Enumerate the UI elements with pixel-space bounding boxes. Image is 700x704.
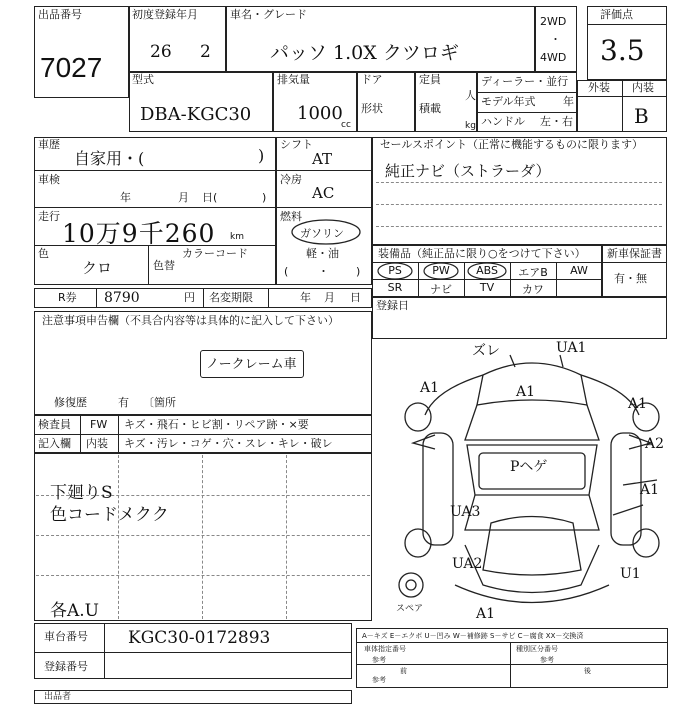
- mark-ua3: UA3: [450, 504, 481, 520]
- history-label: 車歴: [38, 138, 60, 151]
- equip-abs: ABS: [476, 264, 498, 277]
- ac-value: AC: [312, 184, 335, 202]
- mark-a1-bottom: A1: [476, 606, 496, 622]
- legend-codes: A－キズ E－エクボ U－凹み W－補修跡 S－サビ C－腐食 XX－交換済: [362, 632, 584, 640]
- wd-dot: ・: [550, 33, 561, 46]
- mark-ua1-top: UA1: [556, 340, 587, 356]
- shaken-day: 日(: [202, 191, 218, 204]
- model-grade-value: パッソ 1.0X クツロギ: [270, 42, 459, 64]
- mark-a1-left: A1: [420, 380, 440, 396]
- equip-navi: ナビ: [430, 283, 452, 296]
- shaken-close: ): [262, 191, 267, 204]
- deadline-label: 名変期限: [209, 291, 253, 304]
- displacement-label: 排気量: [277, 73, 310, 86]
- repair-label: 修復歴: [54, 396, 87, 409]
- registration-label: 登録番号: [44, 660, 88, 673]
- deadline-year: 年: [300, 291, 311, 304]
- interior-label: 内装: [632, 81, 654, 94]
- inspector-line-3: 各A.U: [50, 601, 100, 621]
- history-close: ): [258, 146, 265, 165]
- handle-label: ハンドル: [481, 115, 525, 128]
- legend-category-number: 種別区分番号: [516, 645, 558, 653]
- spare-label: スペア: [396, 604, 424, 614]
- warranty-label: 新車保証書: [607, 247, 662, 260]
- shaken-label: 車検: [38, 173, 60, 186]
- recycle-label: R券: [58, 291, 77, 304]
- legend-rear: 後: [584, 667, 591, 675]
- footer-box: [34, 690, 352, 704]
- lot-label: 出品番号: [38, 8, 82, 21]
- type-value: DBA-KGC30: [140, 104, 252, 125]
- legend-ref-1: 参考: [372, 656, 386, 664]
- load-label: 積載: [419, 102, 441, 115]
- handle-value: 左・右: [540, 115, 573, 128]
- warranty-value: 有・無: [614, 272, 647, 285]
- model-year-unit: 年: [563, 95, 574, 108]
- wd4-label: 4WD: [540, 51, 567, 64]
- fuel-paren-close: ): [356, 265, 361, 278]
- chassis-value: KGC30-0172893: [128, 628, 271, 648]
- wd2-label: 2WD: [540, 15, 567, 28]
- color-code-label: カラーコード: [182, 247, 248, 260]
- color-change-label: 色替: [153, 259, 175, 272]
- equipment-circles: [372, 262, 602, 282]
- first-reg-year: 26: [150, 42, 172, 62]
- exterior-label: 外装: [588, 81, 610, 94]
- rating-value: 3.5: [600, 34, 645, 67]
- shaken-year: 年: [120, 191, 131, 204]
- equip-leather: カワ: [522, 283, 544, 296]
- capacity-unit: 人: [465, 89, 476, 102]
- fw-text: キズ・飛石・ヒビ割・リペア跡・×要: [124, 418, 309, 431]
- door-label: ドア: [361, 73, 383, 86]
- type-label: 型式: [132, 73, 154, 86]
- model-year-label: モデル年式: [481, 95, 536, 108]
- recycle-yen: 円: [184, 291, 195, 304]
- mileage-value: 10万9千260: [62, 219, 216, 248]
- register-date-box: [372, 297, 667, 339]
- fuel-gasoline: ガソリン: [300, 227, 344, 240]
- legend-body-number: 車体指定番号: [364, 645, 406, 653]
- shape-label: 形状: [361, 102, 383, 115]
- interior-value: B: [634, 104, 649, 128]
- color-label: 色: [38, 247, 49, 260]
- equip-airbag: エアB: [518, 266, 548, 279]
- history-value: 自家用・(: [74, 149, 145, 168]
- inspection-label-1: 検査員: [38, 418, 71, 431]
- recycle-amount: 8790: [104, 290, 140, 306]
- mark-roof: Pヘゲ: [510, 459, 548, 475]
- km-unit: km: [230, 232, 244, 242]
- deadline-day: 日: [350, 291, 361, 304]
- fuel-paren-open: (: [284, 265, 289, 278]
- fuel-dot: ・: [318, 265, 329, 278]
- shift-label: シフト: [280, 138, 313, 151]
- rating-label: 評価点: [600, 8, 633, 21]
- selling-label: セールスポイント（正常に機能するものに限ります）: [380, 138, 644, 151]
- inspector-line-1: 下廻りS: [50, 483, 113, 503]
- ac-label: 冷房: [280, 173, 302, 186]
- inspector-line-2: 色コードメクク: [50, 505, 169, 525]
- equip-sr: SR: [387, 281, 403, 294]
- equip-pw: PW: [432, 264, 450, 277]
- gasoline-circle: [280, 218, 370, 248]
- mark-a1-center: A1: [516, 384, 536, 400]
- equip-tv: TV: [479, 281, 495, 294]
- shift-value: AT: [312, 150, 333, 168]
- equip-ps: PS: [388, 264, 402, 277]
- mark-a1-side: A1: [640, 482, 660, 498]
- load-unit: kg: [465, 121, 476, 131]
- fw-label: FW: [90, 418, 108, 431]
- selling-box: [372, 137, 667, 245]
- footer-partial: 出品者: [44, 692, 72, 702]
- shaken-month: 月: [178, 191, 189, 204]
- mark-ua2: UA2: [452, 556, 483, 572]
- color-value: クロ: [82, 259, 113, 277]
- no-claim-stamp-text: ノークレーム車: [206, 357, 297, 372]
- chassis-label: 車台番号: [44, 630, 88, 643]
- first-reg-label: 初度登録年月: [132, 8, 198, 21]
- inspection-interior-label: 内装: [86, 437, 108, 450]
- equip-aw: AW: [570, 264, 588, 277]
- notes-label: 注意事項申告欄（不具合内容等は具体的に記入して下さい）: [42, 314, 339, 327]
- capacity-label: 定員: [419, 73, 441, 86]
- legend-ref-2: 参考: [540, 656, 554, 664]
- mark-zure: ズレ: [472, 343, 500, 359]
- cc-unit: cc: [341, 120, 351, 130]
- mark-u1: U1: [620, 566, 641, 582]
- inspection-label-2: 記入欄: [38, 437, 71, 450]
- mark-a1-right-top: A1: [628, 396, 648, 412]
- first-reg-month: 2: [200, 42, 211, 62]
- equipment-label: 装備品（純正品に限り○をつけて下さい）: [378, 247, 586, 260]
- dealer-label: ディーラー・並行: [481, 75, 569, 88]
- fuel-label: 燃料: [280, 210, 302, 223]
- displacement-value: 1000: [297, 103, 343, 124]
- lot-number: 7027: [40, 52, 103, 83]
- legend-front: 前: [400, 667, 407, 675]
- selling-value: 純正ナビ（ストラーダ）: [385, 162, 551, 180]
- inspection-interior-text: キズ・汚レ・コゲ・穴・スレ・キレ・破レ: [124, 437, 333, 450]
- legend-ref-3: 参考: [372, 676, 386, 684]
- repair-value: 有: [118, 396, 129, 409]
- mileage-label: 走行: [38, 210, 60, 223]
- repair-place: 〔箇所: [143, 396, 176, 409]
- model-grade-label: 車名・グレード: [230, 8, 307, 21]
- deadline-month: 月: [324, 291, 335, 304]
- fuel-diesel: 軽・油: [306, 247, 339, 260]
- mark-a2: A2: [645, 436, 665, 452]
- register-date-label: 登録日: [376, 299, 409, 312]
